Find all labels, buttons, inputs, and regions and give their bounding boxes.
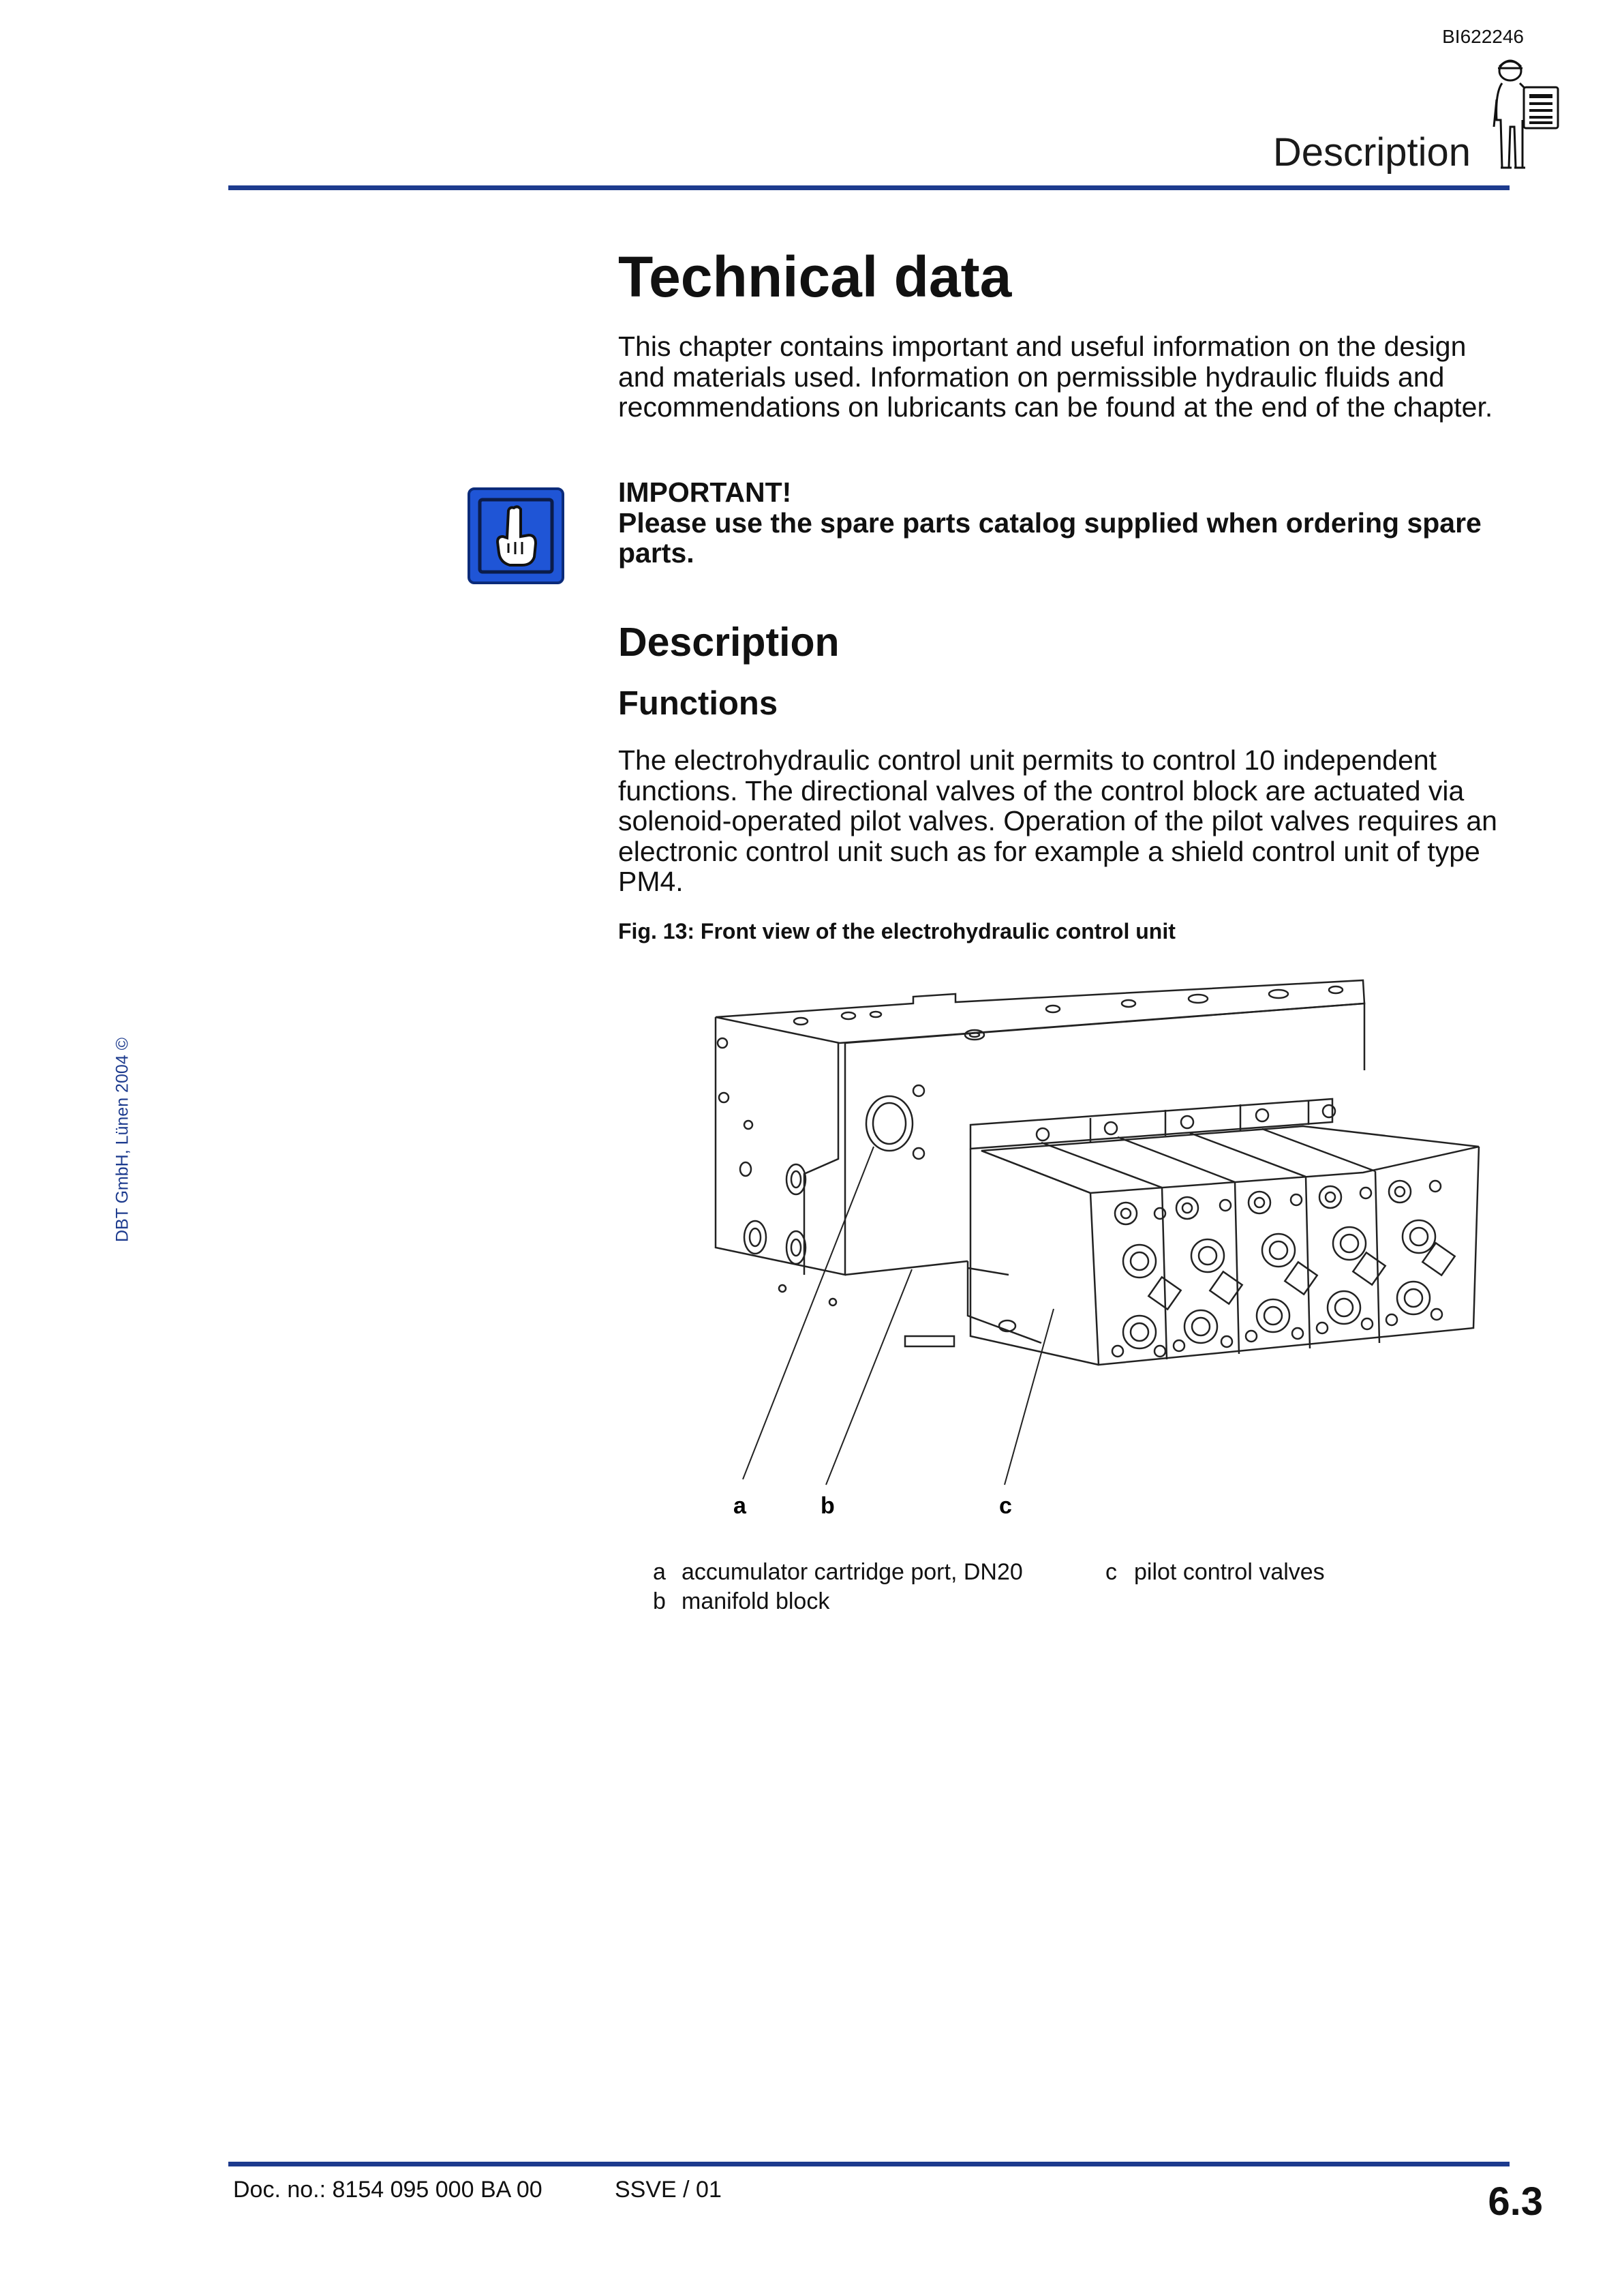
label-b: b (821, 1493, 835, 1519)
footer-reference: SSVE / 01 (615, 2177, 722, 2203)
header-divider (228, 185, 1510, 190)
functions-heading: Functions (618, 685, 778, 722)
legend-item-a (653, 1559, 1023, 1586)
legend-text: manifold block (682, 1588, 830, 1614)
legend-key: c (1105, 1559, 1117, 1585)
important-notice (618, 477, 1504, 569)
legend-item-c (1105, 1559, 1325, 1586)
section-title: Description (1272, 130, 1471, 175)
control-unit-drawing (682, 954, 1499, 1541)
description-heading: Description (618, 620, 840, 665)
footer-divider (228, 2162, 1510, 2166)
legend-key: b (653, 1588, 666, 1614)
copyright-notice: DBT GmbH, Lünen 2004 © (112, 1037, 132, 1243)
footer-doc-number: Doc. no.: 8154 095 000 BA 00 (233, 2177, 542, 2203)
figure-caption: Fig. 13: Front view of the electrohydraulic control unit (618, 919, 1176, 943)
legend-key: a (653, 1559, 666, 1585)
label-c: c (999, 1493, 1012, 1519)
important-heading: IMPORTANT! (618, 477, 792, 508)
document-code: BI622246 (1442, 26, 1524, 47)
legend-item-b (653, 1588, 829, 1615)
page-number: 6.3 (1488, 2179, 1543, 2224)
legend-text: pilot control valves (1134, 1559, 1325, 1585)
intro-paragraph: This chapter contains important and useful information on the design and materials used. Information on permissible hydraulic fluids and recommendations on lubricants can be found at the end of the chapter. (618, 331, 1493, 423)
legend-text: accumulator cartridge port, DN20 (682, 1559, 1023, 1585)
functions-paragraph: The electrohydraulic control unit permits to control 10 independent functions. The directional valves of the control block are actuated via solenoid-operated pilot valves. Operation of the pilot valves requires an electronic control unit such as for example a shield control unit of type PM4. (618, 744, 1497, 897)
pointing-hand-icon (468, 487, 564, 584)
page-title: Technical data (618, 245, 1012, 309)
worker-with-clipboard-icon (1482, 52, 1565, 181)
important-text: Please use the spare parts catalog supplied when ordering spare parts. (618, 507, 1482, 569)
label-a: a (733, 1493, 746, 1519)
